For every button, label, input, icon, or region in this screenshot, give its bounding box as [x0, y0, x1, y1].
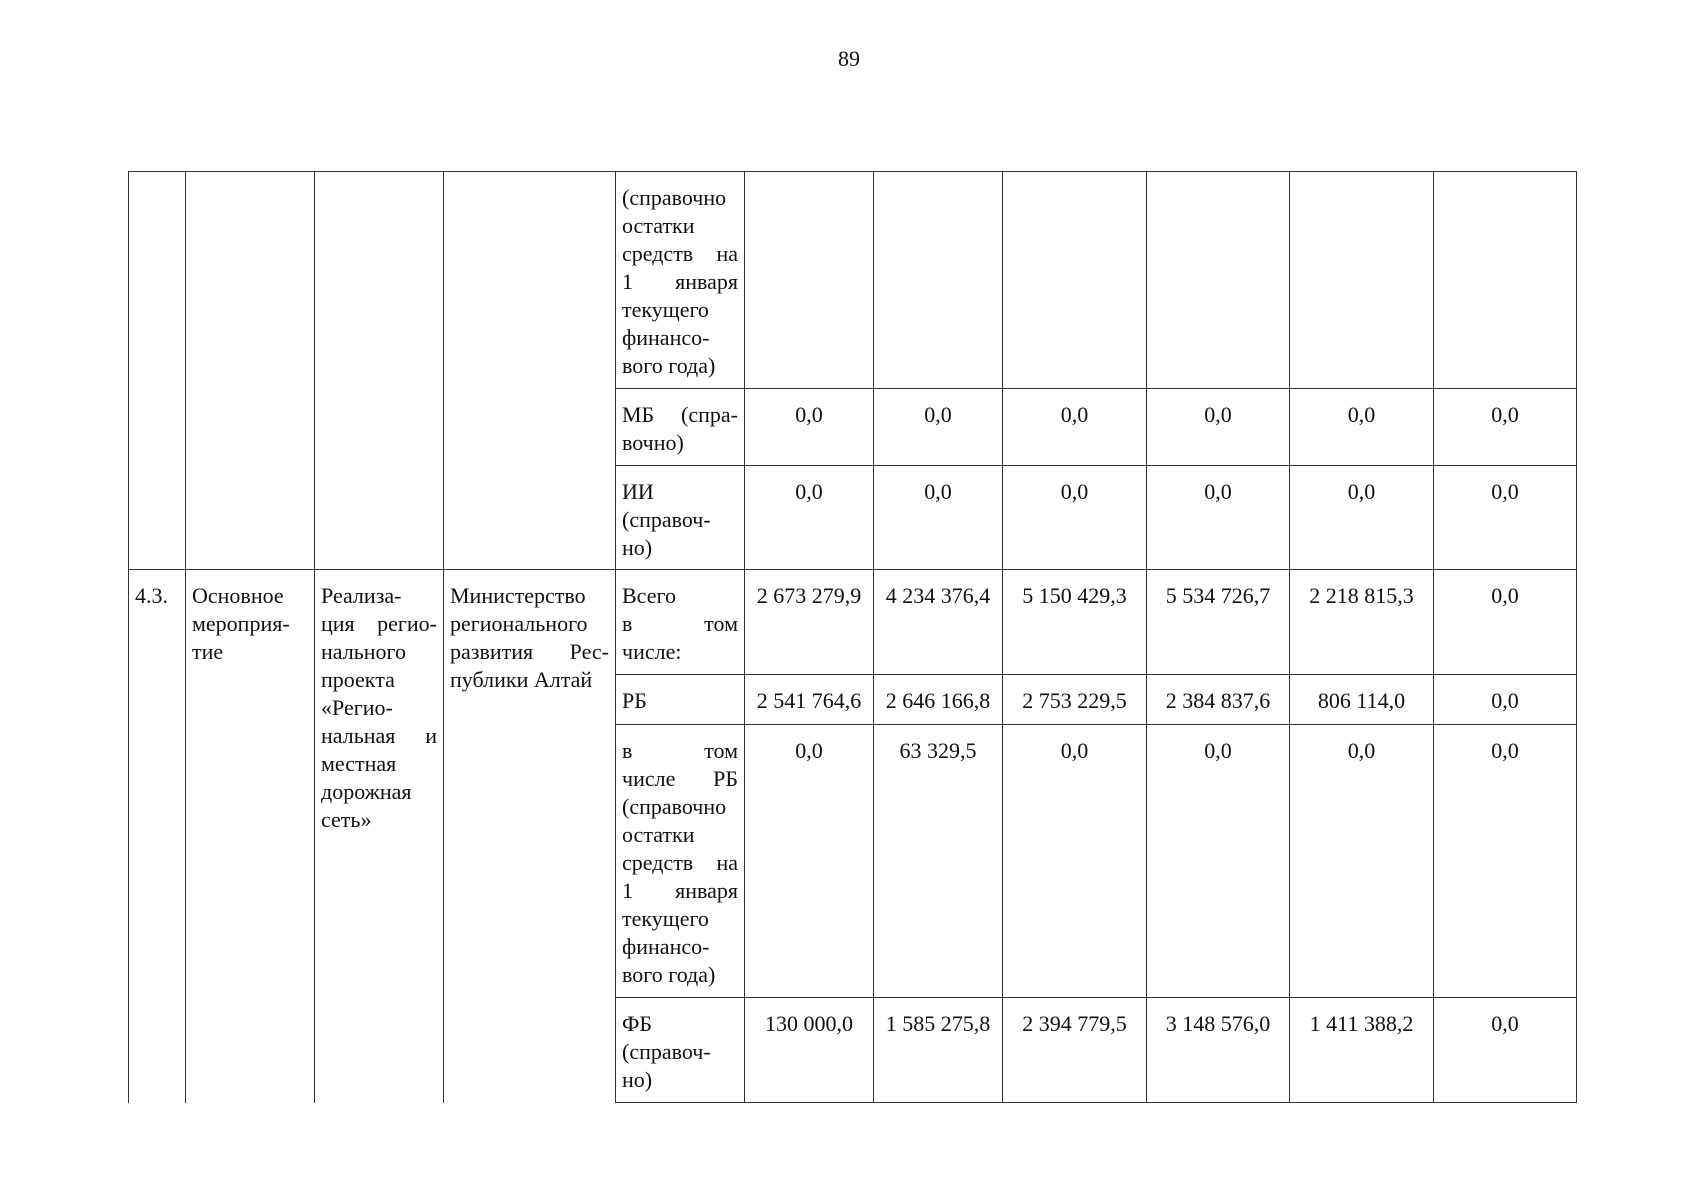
- name-line: нального: [321, 639, 406, 664]
- name-line: ция регио-: [321, 611, 437, 636]
- source-line: Всего: [622, 583, 676, 608]
- funding-source-cell: [616, 725, 745, 998]
- name-cell-continued: [315, 172, 444, 570]
- number-cell-continued: [129, 172, 186, 570]
- value-cell: 2 218 815,3: [1290, 570, 1434, 675]
- source-line: 1 января: [622, 269, 738, 294]
- source-line: финансо-: [622, 325, 710, 350]
- source-line: ИИ: [622, 479, 654, 504]
- name-line: проекта: [321, 667, 395, 692]
- value-cell: 63 329,5: [874, 725, 1003, 998]
- executor-line: Министерство: [450, 583, 586, 608]
- source-line: текущего: [622, 297, 709, 322]
- value-cell: 0,0: [745, 389, 874, 466]
- source-line: средств на: [622, 241, 738, 266]
- value-cell: [1147, 172, 1290, 389]
- source-line: вого года): [622, 353, 716, 378]
- value-cell: [745, 172, 874, 389]
- type-line: Основное: [192, 583, 284, 608]
- value-cell: 4 234 376,4: [874, 570, 1003, 675]
- executor-line: регионального: [450, 611, 588, 636]
- source-line: 1 января: [622, 878, 738, 903]
- name-line: сеть»: [321, 807, 372, 832]
- source-line: вочно): [622, 430, 684, 455]
- executor-cell-continued: [444, 172, 616, 570]
- funding-source-cell: [616, 675, 745, 725]
- value-cell: [1290, 172, 1434, 389]
- name-line: дорожная: [321, 779, 412, 804]
- source-line: числе РБ: [622, 766, 738, 791]
- type-cell-continued: [186, 172, 315, 570]
- value-cell: 0,0: [1147, 389, 1290, 466]
- funding-source-cell: [616, 466, 745, 570]
- value-cell: 5 150 429,3: [1003, 570, 1147, 675]
- table-row: [129, 570, 1577, 675]
- executor-line: развития Рес-: [450, 639, 609, 664]
- source-line: (справоч-: [622, 507, 711, 532]
- name-line: Реализа-: [321, 583, 402, 608]
- name-line: нальная и: [321, 723, 437, 748]
- value-cell: 0,0: [1003, 389, 1147, 466]
- name-line: местная: [321, 751, 397, 776]
- value-cell: 3 148 576,0: [1147, 998, 1290, 1103]
- item-number-cell: 4.3.: [129, 570, 186, 1103]
- value-cell: 2 394 779,5: [1003, 998, 1147, 1103]
- value-cell: 2 541 764,6: [745, 675, 874, 725]
- funding-source-cell: [616, 172, 745, 389]
- value-cell: 0,0: [874, 466, 1003, 570]
- source-line: средств на: [622, 850, 738, 875]
- value-cell: [1003, 172, 1147, 389]
- value-cell: 0,0: [745, 466, 874, 570]
- item-executor-cell: [444, 570, 616, 1103]
- funding-source-cell: [616, 389, 745, 466]
- value-cell: 0,0: [874, 389, 1003, 466]
- source-line: числе:: [622, 639, 682, 664]
- value-cell: 0,0: [1434, 466, 1577, 570]
- source-line: в том: [622, 611, 738, 636]
- source-line: (справочно: [622, 185, 727, 210]
- value-cell: 0,0: [745, 725, 874, 998]
- value-cell: 0,0: [1434, 725, 1577, 998]
- source-line: финансо-: [622, 934, 710, 959]
- value-cell: 0,0: [1434, 998, 1577, 1103]
- type-line: тие: [192, 639, 224, 664]
- value-cell: 0,0: [1434, 570, 1577, 675]
- value-cell: 0,0: [1290, 466, 1434, 570]
- source-line: РБ: [622, 688, 647, 713]
- value-cell: 0,0: [1003, 466, 1147, 570]
- source-line: остатки: [622, 213, 695, 238]
- source-line: вого года): [622, 962, 716, 987]
- name-line: «Регио-: [321, 695, 393, 720]
- value-cell: 0,0: [1147, 725, 1290, 998]
- value-cell: 0,0: [1290, 389, 1434, 466]
- source-line: текущего: [622, 906, 709, 931]
- value-cell: 0,0: [1003, 725, 1147, 998]
- table-row: [129, 172, 1577, 389]
- funding-source-cell: [616, 998, 745, 1103]
- value-cell: 1 585 275,8: [874, 998, 1003, 1103]
- type-line: мероприя-: [192, 611, 290, 636]
- value-cell: 2 646 166,8: [874, 675, 1003, 725]
- budget-table: [128, 171, 1577, 1103]
- item-type-cell: [186, 570, 315, 1103]
- table-body: [129, 172, 1577, 1103]
- source-line: ФБ: [622, 1011, 653, 1036]
- value-cell: 1 411 388,2: [1290, 998, 1434, 1103]
- value-cell: 2 753 229,5: [1003, 675, 1147, 725]
- source-line: остатки: [622, 822, 695, 847]
- source-line: в том: [622, 738, 738, 763]
- executor-line: публики Алтай: [450, 667, 593, 692]
- source-line: МБ (спра-: [622, 402, 738, 427]
- value-cell: 0,0: [1147, 466, 1290, 570]
- value-cell: 0,0: [1434, 675, 1577, 725]
- value-cell: 5 534 726,7: [1147, 570, 1290, 675]
- source-line: (справочно: [622, 794, 727, 819]
- value-cell: [874, 172, 1003, 389]
- value-cell: [1434, 172, 1577, 389]
- value-cell: 0,0: [1434, 389, 1577, 466]
- value-cell: 2 673 279,9: [745, 570, 874, 675]
- value-cell: 0,0: [1290, 725, 1434, 998]
- value-cell: 130 000,0: [745, 998, 874, 1103]
- page-number: 89: [838, 46, 860, 71]
- source-line: (справоч-: [622, 1039, 711, 1064]
- funding-source-cell: [616, 570, 745, 675]
- value-cell: 2 384 837,6: [1147, 675, 1290, 725]
- source-line: но): [622, 1067, 653, 1092]
- value-cell: 806 114,0: [1290, 675, 1434, 725]
- item-name-cell: [315, 570, 444, 1103]
- source-line: но): [622, 535, 653, 560]
